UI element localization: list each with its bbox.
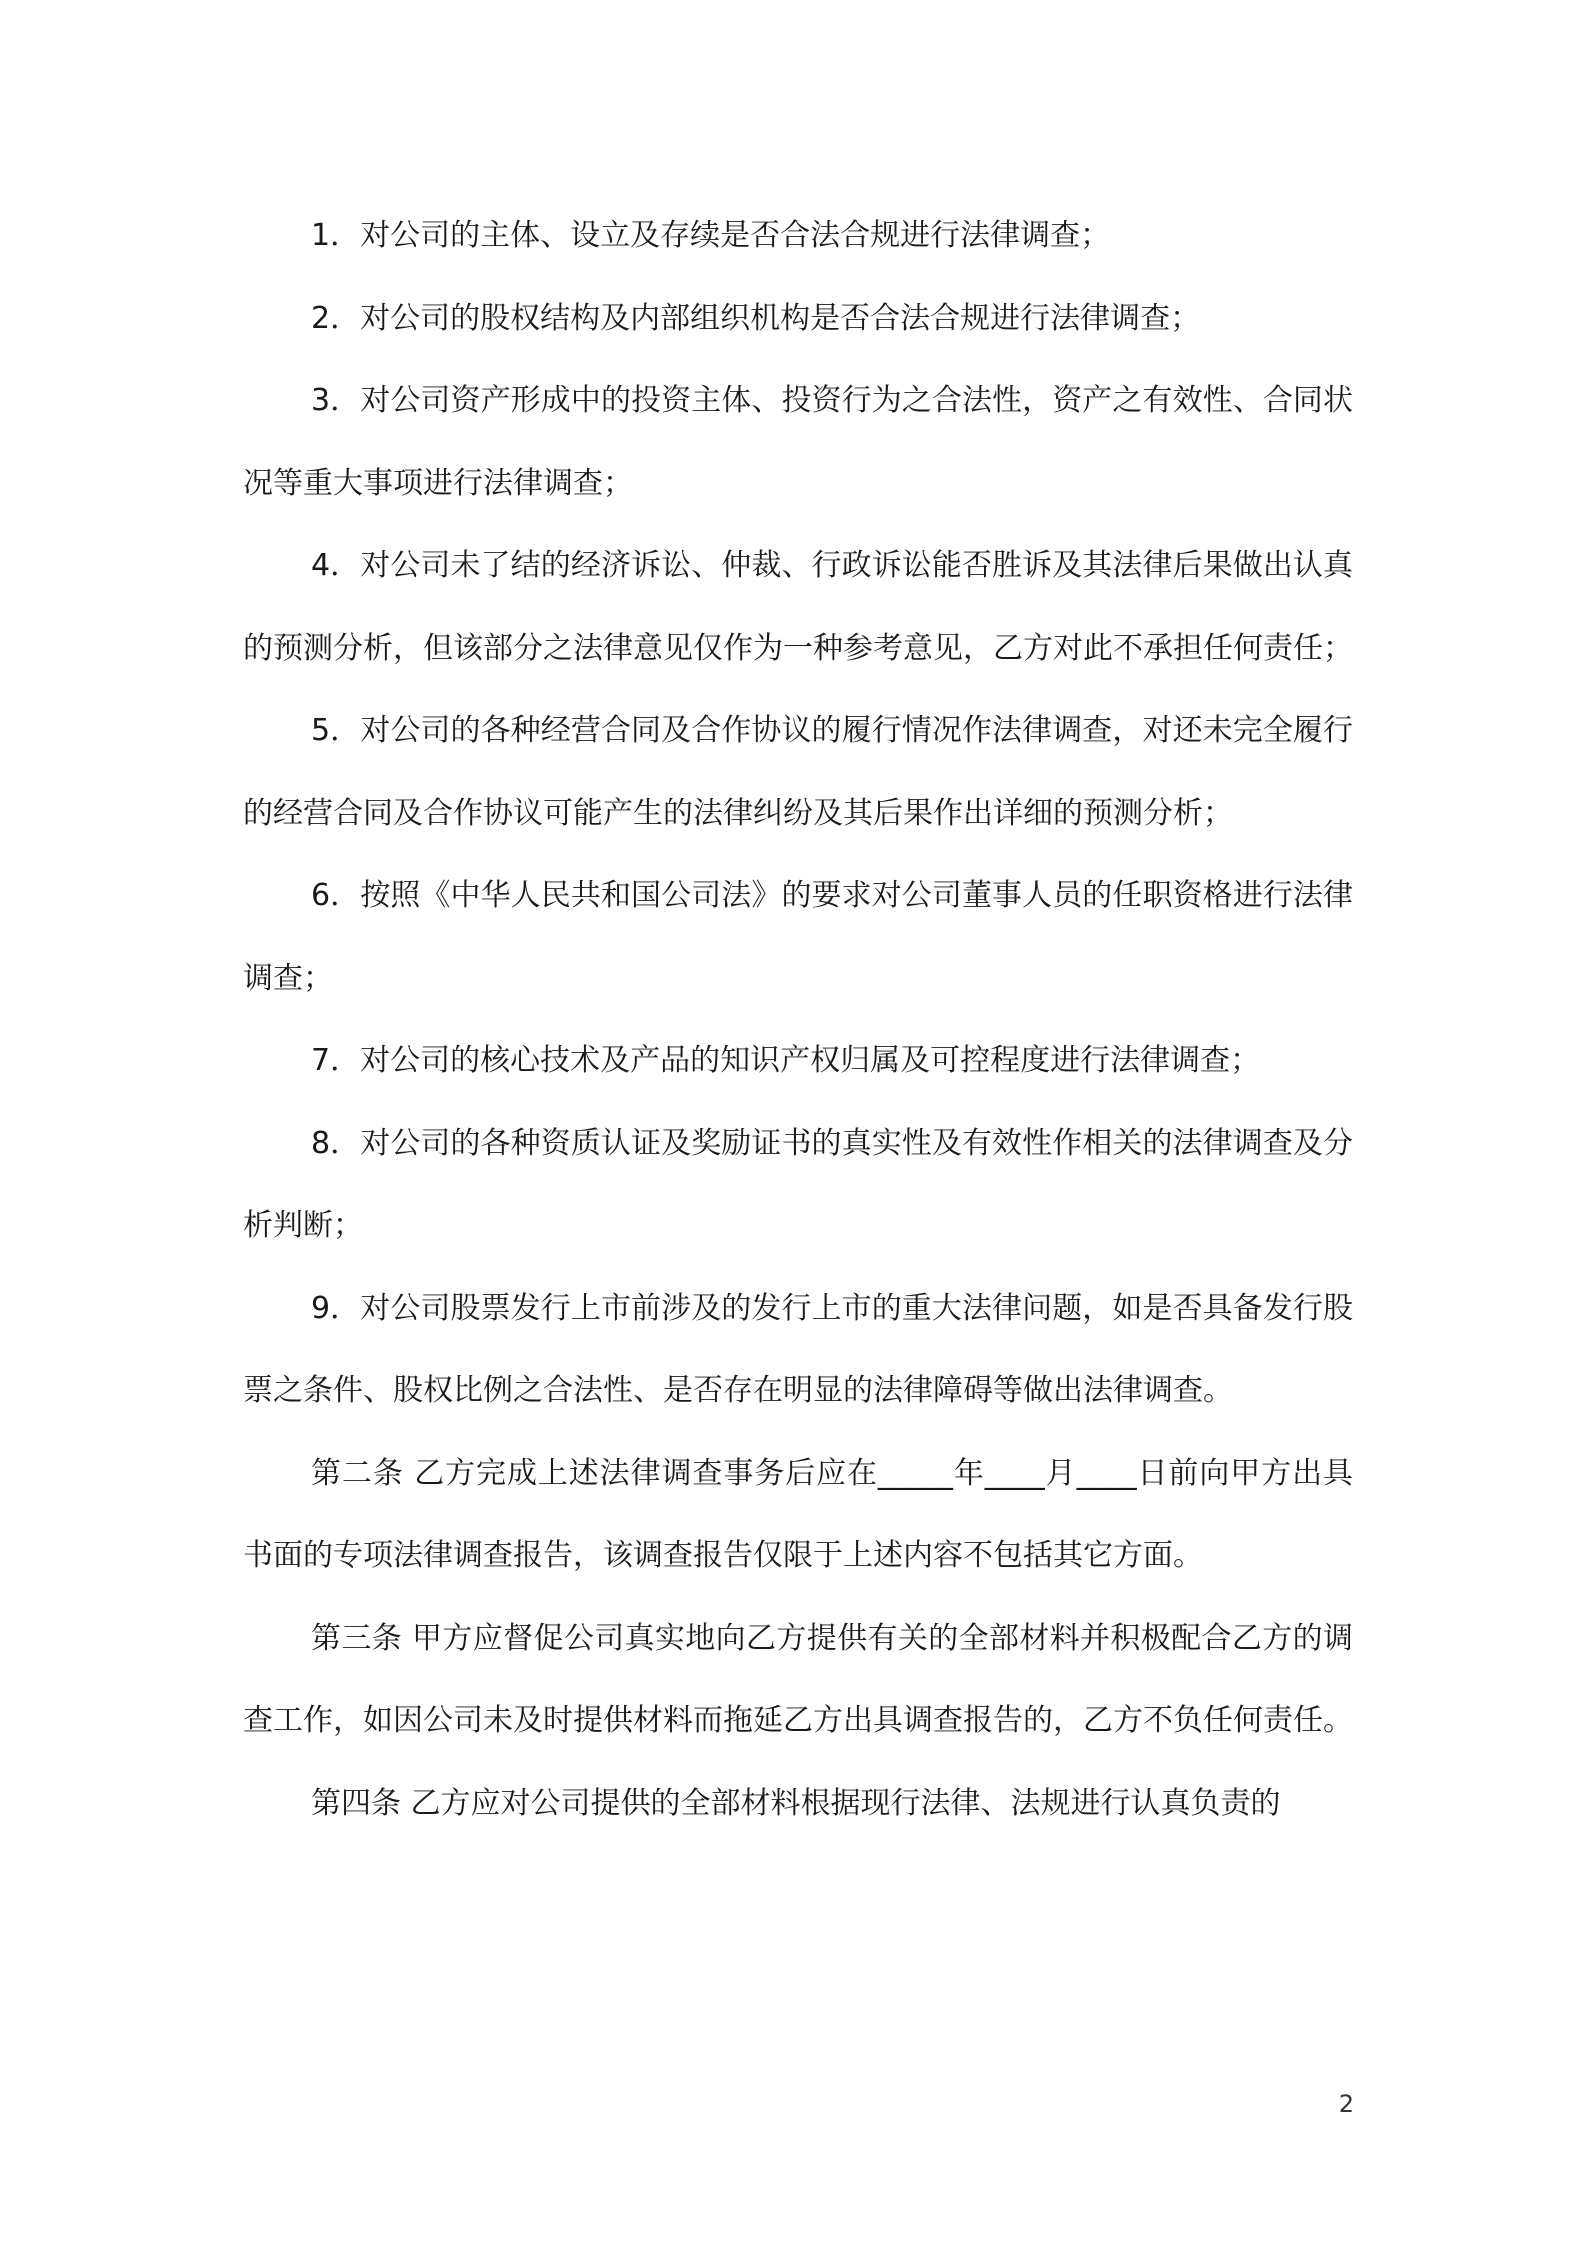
paragraph-item-4: 4．对公司未了结的经济诉讼、仲裁、行政诉讼能否胜诉及其法律后果做出认真的预测分析，但该部分之法律意见仅作为一种参考意见，乙方对此不承担任何责任； bbox=[243, 548, 1353, 666]
paragraph-item-7: 7．对公司的核心技术及产品的知识产权归属及可控程度进行法律调查； bbox=[311, 1043, 1261, 1078]
article-2-paragraph: 第二条 乙方完成上述法律调查事务后应在_____年____月____日前向甲方出具书面的专项法律调查报告，该调查报告仅限于上述内容不包括其它方面。 bbox=[243, 1455, 1353, 1573]
paragraph-item-2: 2．对公司的股权结构及内部组织机构是否合法合规进行法律调查； bbox=[311, 300, 1201, 336]
article-3-paragraph: 第三条 甲方应督促公司真实地向乙方提供有关的全部材料并积极配合乙方的调查工作，如因公司未及时提供材料而拖延乙方出具调查报告的，乙方不负任何责任。 bbox=[243, 1620, 1353, 1738]
paragraph-item-3: 3．对公司资产形成中的投资主体、投资行为之合法性，资产之有效性、合同状况等重大事项进行法律调查； bbox=[243, 383, 1353, 501]
article-4-paragraph: 第四条 乙方应对公司提供的全部材料根据现行法律、法规进行认真负责的 bbox=[311, 1785, 1281, 1821]
paragraph-item-6: 6．按照《中华人民共和国公司法》的要求对公司董事人员的任职资格进行法律调查； bbox=[243, 878, 1353, 996]
paragraph-item-5: 5．对公司的各种经营合同及合作协议的履行情况作法律调查，对还未完全履行的经营合同及合作协议可能产生的法律纠纷及其后果作出详细的预测分析； bbox=[243, 713, 1353, 831]
paragraph-item-8: 8．对公司的各种资质认证及奖励证书的真实性及有效性作相关的法律调查及分析判断； bbox=[243, 1125, 1353, 1243]
paragraph-item-1: 1．对公司的主体、设立及存续是否合法合规进行法律调查； bbox=[311, 218, 1111, 253]
document-body bbox=[243, 195, 1353, 1845]
page-number: 2 bbox=[1338, 2090, 1354, 2118]
paragraph-item-9: 9．对公司股票发行上市前涉及的发行上市的重大法律问题，如是否具备发行股票之条件、股权比例之合法性、是否存在明显的法律障碍等做出法律调查。 bbox=[243, 1290, 1353, 1408]
